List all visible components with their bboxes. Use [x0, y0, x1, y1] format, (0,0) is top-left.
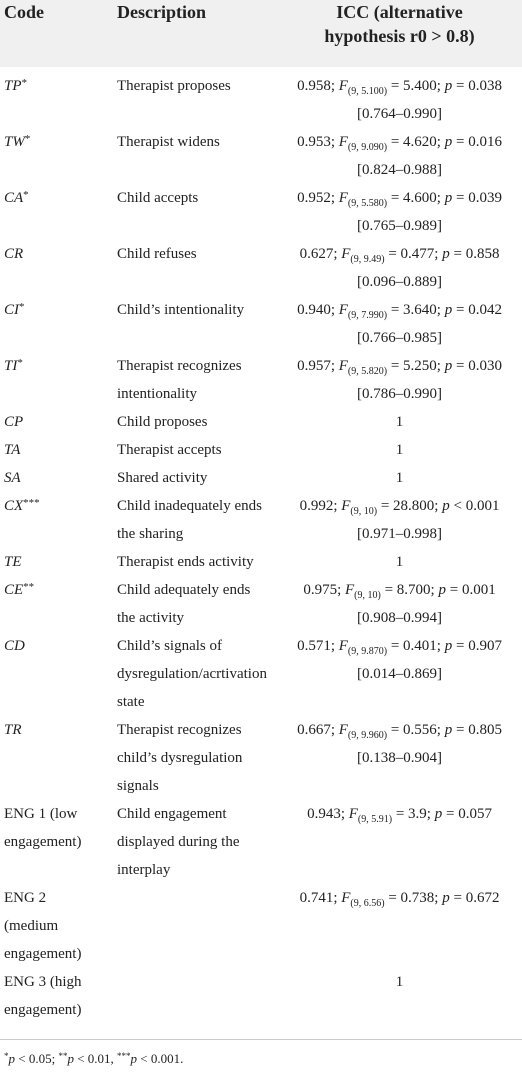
icc-value: 0.627	[299, 246, 334, 262]
table-row	[0, 800, 522, 884]
p-symbol: p	[444, 78, 453, 94]
f-value: 4.600	[403, 190, 437, 206]
f-value: 4.620	[403, 134, 437, 150]
code-line: engagement)	[4, 1002, 82, 1018]
code-line: engagement)	[4, 946, 82, 962]
icc-stat-line: 0.940; $F_{(9, 7.990)} = 3.640$; p = 0.042	[297, 302, 502, 321]
table-row	[0, 352, 522, 408]
p-value: 0.030	[468, 358, 502, 374]
description-line: Therapist recognizes	[117, 722, 242, 738]
icc-value: 0.940	[297, 302, 331, 318]
p-value: 0.672	[465, 890, 500, 906]
code-line: (medium	[4, 918, 59, 934]
description-line: Child’s signals of	[117, 638, 223, 654]
f-symbol: F	[338, 358, 348, 374]
f-value: 0.738	[400, 890, 435, 906]
description-line: the sharing	[117, 526, 184, 542]
f-symbol: F	[344, 582, 355, 598]
header-icc-line1: ICC (alternative	[336, 2, 463, 22]
cell-description	[113, 632, 287, 716]
cell-description	[113, 492, 287, 548]
header-icc	[287, 0, 522, 67]
icc-stat-line: 0.571; $F_{(9, 9.870)} = 0.401$; p = 0.907	[297, 638, 502, 657]
icc-stat-line: 0.952; $F_{(9, 5.580)} = 4.600$; p = 0.039	[297, 190, 502, 209]
cell-description	[113, 240, 287, 296]
description-line: signals	[117, 778, 159, 794]
f-symbol: F	[338, 190, 348, 206]
cell-icc	[287, 884, 522, 968]
p-operator: =	[452, 358, 469, 374]
p-value: 0.042	[468, 302, 502, 318]
description-line: Therapist accepts	[117, 442, 222, 458]
f-value: 0.556	[403, 722, 437, 738]
p-value: 0.805	[468, 722, 502, 738]
confidence-interval: [0.824–0.988]	[357, 162, 442, 178]
cell-code	[0, 436, 113, 464]
code-line: ENG 3 (high	[4, 974, 82, 990]
p-value: 0.907	[468, 638, 502, 654]
description-line: displayed during the	[117, 834, 240, 850]
cell-icc	[287, 184, 522, 240]
cell-code	[0, 800, 113, 884]
table-row	[0, 548, 522, 576]
code-label: CR	[4, 246, 24, 262]
description-line: child’s dysregulation	[117, 750, 243, 766]
cell-description	[113, 548, 287, 576]
cell-description	[113, 184, 287, 240]
f-value: 28.800	[393, 498, 435, 514]
cell-icc	[287, 968, 522, 1024]
description-line: Child’s intentionality	[117, 302, 245, 318]
code-label: TW	[4, 134, 25, 150]
cell-code	[0, 67, 113, 128]
cell-icc	[287, 464, 522, 492]
confidence-interval: [0.908–0.994]	[357, 610, 442, 626]
code-line: ENG 1 (low	[4, 806, 78, 822]
table-row	[0, 296, 522, 352]
icc-value: 0.741	[299, 890, 334, 906]
p-value: 0.038	[468, 78, 502, 94]
code-label: CA	[4, 190, 24, 206]
significance-stars: *	[19, 301, 25, 313]
table-row	[0, 408, 522, 436]
table-header-row	[0, 0, 522, 67]
icc-stat-line: 0.741; $F_{(9, 6.56)} = 0.738$; p = 0.672	[299, 890, 500, 909]
cell-code	[0, 184, 113, 240]
description-line: Therapist recognizes	[117, 358, 242, 374]
confidence-interval: [0.014–0.869]	[357, 666, 442, 682]
code-label: TP	[4, 78, 22, 94]
cell-description	[113, 128, 287, 184]
f-symbol: F	[341, 498, 351, 514]
cell-code	[0, 576, 113, 632]
cell-icc	[287, 67, 522, 128]
significance-stars: *	[24, 133, 31, 145]
f-value: 0.477	[400, 246, 435, 262]
icc-stat-line: 0.958; $F_{(9, 5.100)} = 5.400$; p = 0.038	[297, 78, 502, 97]
p-symbol: p	[444, 638, 453, 654]
significance-stars: *	[17, 357, 23, 369]
footnote-value-1: < 0.05;	[15, 1051, 59, 1066]
icc-value: 0.992	[299, 498, 334, 514]
footnote-p-1: p	[8, 1051, 15, 1066]
icc-value: 0.571	[297, 638, 331, 654]
p-symbol: p	[442, 498, 450, 514]
footnote-divider	[0, 1039, 522, 1040]
code-label: CD	[4, 638, 25, 654]
table-body	[0, 67, 522, 1024]
confidence-interval: [0.971–0.998]	[357, 526, 442, 542]
code-label: TE	[4, 554, 22, 570]
p-symbol: p	[442, 246, 450, 262]
icc-stat-line: 0.957; $F_{(9, 5.820)} = 5.250$; p = 0.030	[297, 358, 502, 377]
description-line: dysregulation/acrtivation	[117, 666, 267, 682]
confidence-interval: [0.138–0.904]	[357, 750, 442, 766]
cell-description	[113, 67, 287, 128]
degrees-of-freedom: (9, 5.580)	[347, 198, 388, 209]
code-label: CP	[4, 414, 24, 430]
f-symbol: F	[338, 302, 348, 318]
f-value: 3.9	[408, 806, 427, 822]
footnote-star-3: ***	[117, 1051, 131, 1061]
confidence-interval: [0.765–0.989]	[357, 218, 442, 234]
f-symbol: F	[338, 134, 348, 150]
cell-icc	[287, 128, 522, 184]
icc-stat-line: 0.975; $F_{(9, 10)} = 8.700$; p = 0.001	[303, 582, 496, 601]
degrees-of-freedom: (9, 10)	[350, 506, 378, 517]
description-line: Therapist ends activity	[117, 554, 254, 570]
f-value: 5.400	[403, 78, 437, 94]
table-row	[0, 492, 522, 548]
degrees-of-freedom: (9, 7.990)	[347, 310, 388, 321]
cell-code	[0, 128, 113, 184]
cell-icc	[287, 800, 522, 884]
cell-icc	[287, 240, 522, 296]
description-line: Child engagement	[117, 806, 227, 822]
p-operator: =	[452, 638, 469, 654]
cell-icc	[287, 408, 522, 436]
footnote-p-3: p	[130, 1051, 138, 1066]
cell-description	[113, 408, 287, 436]
cell-description	[113, 968, 287, 1024]
code-label: TI	[4, 358, 18, 374]
degrees-of-freedom: (9, 9.090)	[347, 142, 388, 153]
footnote-value-3: < 0.001.	[137, 1051, 184, 1066]
description-line: the activity	[117, 610, 185, 626]
cell-code	[0, 632, 113, 716]
p-operator: =	[445, 582, 462, 598]
cell-code	[0, 464, 113, 492]
p-operator: =	[452, 302, 469, 318]
p-value: 0.039	[468, 190, 502, 206]
description-line: Therapist widens	[117, 134, 220, 150]
degrees-of-freedom: (9, 9.870)	[347, 646, 388, 657]
cell-description	[113, 716, 287, 800]
header-code: Code	[4, 2, 44, 22]
code-line: engagement)	[4, 834, 82, 850]
cell-icc	[287, 296, 522, 352]
table-row	[0, 632, 522, 716]
f-symbol: F	[338, 638, 348, 654]
degrees-of-freedom: (9, 9.49)	[350, 254, 385, 265]
cell-icc	[287, 548, 522, 576]
code-label: CE	[4, 582, 24, 598]
significance-stars: ***	[23, 497, 40, 509]
p-value: 0.858	[465, 246, 500, 262]
degrees-of-freedom: (9, 5.91)	[357, 814, 393, 825]
description-line: Child refuses	[117, 246, 197, 262]
p-symbol: p	[444, 134, 453, 150]
degrees-of-freedom: (9, 5.100)	[347, 86, 388, 97]
code-label: TA	[4, 442, 21, 458]
table-row	[0, 67, 522, 128]
degrees-of-freedom: (9, 5.820)	[347, 366, 388, 377]
description-line: interplay	[117, 862, 171, 878]
code-label: CI	[4, 302, 19, 318]
icc-stat-line: 0.627; $F_{(9, 9.49)} = 0.477$; p = 0.858	[299, 246, 500, 265]
cell-description	[113, 352, 287, 408]
cell-description	[113, 884, 287, 968]
description-line: Child proposes	[117, 414, 208, 430]
cell-code	[0, 240, 113, 296]
cell-description	[113, 800, 287, 884]
p-operator: =	[452, 190, 469, 206]
cell-icc	[287, 576, 522, 632]
cell-description	[113, 436, 287, 464]
table-row	[0, 128, 522, 184]
p-symbol: p	[442, 890, 450, 906]
f-value: 0.401	[403, 638, 437, 654]
icc-value: 0.957	[297, 358, 331, 374]
cell-code	[0, 968, 113, 1024]
cell-icc	[287, 352, 522, 408]
table-row	[0, 240, 522, 296]
cell-code	[0, 548, 113, 576]
header-description: Description	[117, 2, 206, 22]
f-symbol: F	[338, 722, 348, 738]
icc-value: 0.975	[303, 582, 338, 598]
p-operator: =	[452, 78, 469, 94]
f-value: 3.640	[403, 302, 437, 318]
p-symbol: p	[444, 190, 453, 206]
confidence-interval: [0.786–0.990]	[357, 386, 442, 402]
f-symbol: F	[348, 806, 358, 822]
icc-value: 1	[395, 974, 404, 990]
icc-stat-line: 0.992; $F_{(9, 10)} = 28.800$; p < 0.001	[299, 498, 500, 517]
footnote-star-2: **	[58, 1051, 68, 1061]
header-icc-line2: hypothesis r0 > 0.8)	[324, 26, 475, 46]
p-symbol: p	[444, 722, 453, 738]
footnote-p-2: p	[67, 1051, 74, 1066]
cell-description	[113, 576, 287, 632]
significance-stars: *	[21, 77, 28, 89]
p-value: 0.001	[461, 582, 496, 598]
p-value: 0.001	[465, 498, 500, 514]
confidence-interval: [0.096–0.889]	[357, 274, 442, 290]
cell-icc	[287, 632, 522, 716]
f-value: 8.700	[396, 582, 431, 598]
description-line: intentionality	[117, 386, 197, 402]
description-line: Child accepts	[117, 190, 199, 206]
icc-stat-line: 0.667; $F_{(9, 9.960)} = 0.556$; p = 0.805	[297, 722, 502, 741]
cell-code	[0, 296, 113, 352]
f-symbol: F	[341, 890, 351, 906]
p-operator: =	[442, 806, 459, 822]
icc-value: 1	[395, 554, 404, 570]
p-operator: =	[449, 246, 466, 262]
code-label: SA	[4, 470, 21, 486]
cell-code	[0, 884, 113, 968]
p-operator: =	[452, 134, 469, 150]
p-symbol: p	[444, 358, 453, 374]
code-label: CX	[4, 498, 24, 514]
icc-value: 0.953	[297, 134, 331, 150]
icc-value: 1	[395, 470, 404, 486]
f-symbol: F	[338, 78, 348, 94]
cell-icc	[287, 492, 522, 548]
cell-icc	[287, 716, 522, 800]
code-label: TR	[4, 722, 22, 738]
significance-stars: **	[23, 581, 35, 593]
p-value: 0.016	[468, 134, 502, 150]
degrees-of-freedom: (9, 10)	[354, 590, 381, 601]
cell-code	[0, 408, 113, 436]
table-row	[0, 716, 522, 800]
icc-stat-line: 0.953; $F_{(9, 9.090)} = 4.620$; p = 0.016	[297, 134, 502, 153]
cell-icc	[287, 436, 522, 464]
table-row	[0, 968, 522, 1024]
confidence-interval: [0.764–0.990]	[357, 106, 442, 122]
description-line: Child adequately ends	[117, 582, 251, 598]
footnote-value-2: < 0.01,	[73, 1051, 118, 1066]
icc-value: 0.958	[297, 78, 331, 94]
icc-value: 0.952	[297, 190, 331, 206]
icc-value: 0.943	[307, 806, 341, 822]
description-line: Shared activity	[117, 470, 208, 486]
icc-value: 0.667	[297, 722, 331, 738]
icc-value: 1	[395, 442, 404, 458]
p-value: 0.057	[458, 806, 492, 822]
table-row	[0, 576, 522, 632]
table-row	[0, 184, 522, 240]
description-line: state	[117, 694, 145, 710]
cell-code	[0, 352, 113, 408]
footnote-star-1: *	[4, 1051, 9, 1061]
table-row	[0, 884, 522, 968]
p-operator: <	[449, 498, 466, 514]
degrees-of-freedom: (9, 6.56)	[350, 898, 385, 909]
icc-stat-line: 0.943; $F_{(9, 5.91)} = 3.9$; p = 0.057	[307, 806, 492, 825]
cell-description	[113, 464, 287, 492]
cell-code	[0, 492, 113, 548]
p-symbol: p	[438, 582, 446, 598]
p-symbol: p	[444, 302, 453, 318]
cell-code	[0, 716, 113, 800]
significance-stars: *	[23, 189, 29, 201]
f-value: 5.250	[403, 358, 437, 374]
cell-description	[113, 296, 287, 352]
p-operator: =	[449, 890, 466, 906]
p-operator: =	[452, 722, 469, 738]
icc-value: 1	[395, 414, 404, 430]
description-line: Therapist proposes	[117, 78, 231, 94]
degrees-of-freedom: (9, 9.960)	[347, 730, 388, 741]
footnote	[4, 1051, 183, 1067]
code-line: ENG 2	[4, 890, 47, 906]
f-symbol: F	[341, 246, 351, 262]
description-line: Child inadequately ends	[117, 498, 262, 514]
table-row	[0, 464, 522, 492]
confidence-interval: [0.766–0.985]	[357, 330, 442, 346]
table-row	[0, 436, 522, 464]
p-symbol: p	[434, 806, 443, 822]
